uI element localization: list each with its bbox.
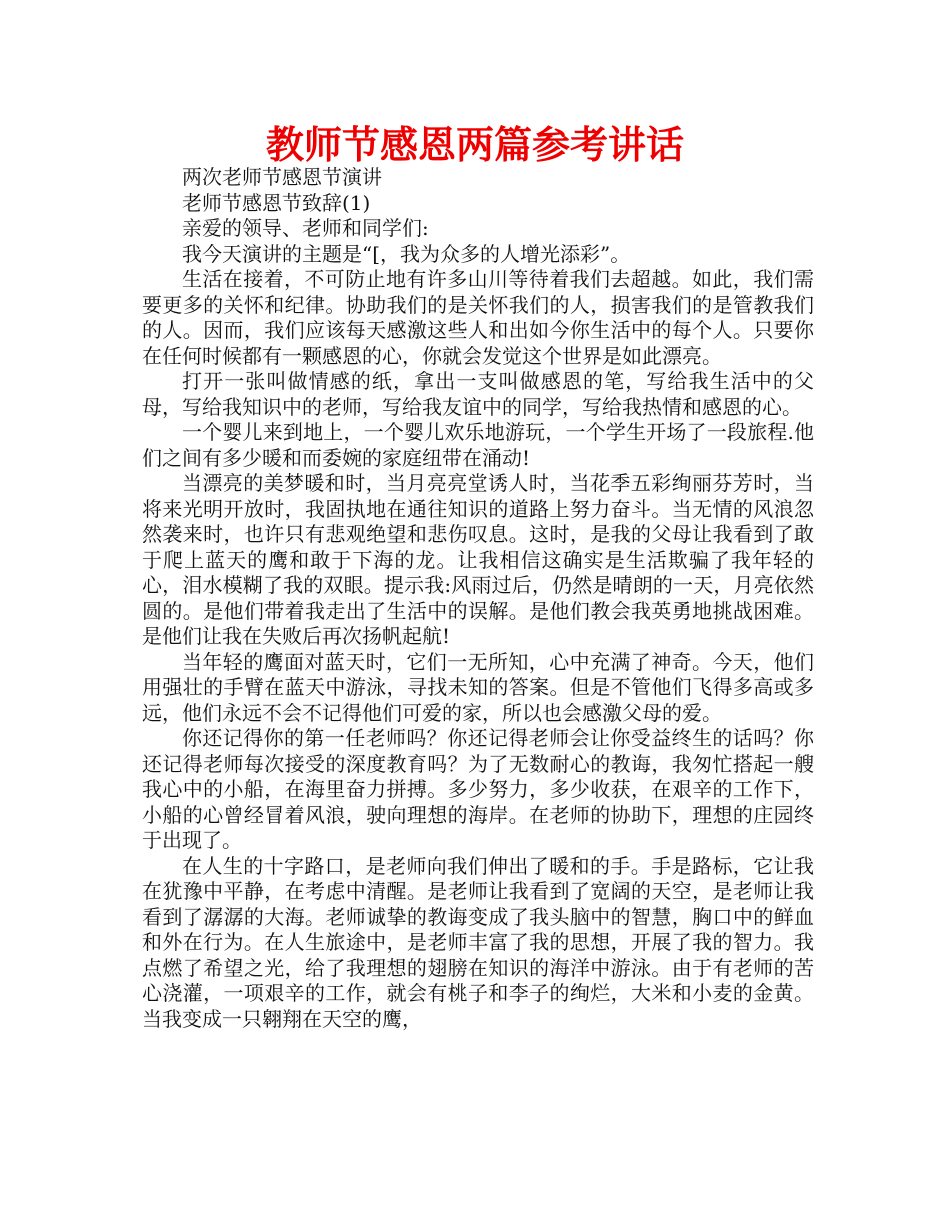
document-title: 教师节感恩两篇参考讲话 [265, 123, 684, 167]
paragraph: 在人生的十字路口，是老师向我们伸出了暖和的手。手是路标，它让我在犹豫中平静，在考虑中清醒。是老师让我看到了宽阔的天空，是老师让我看到了潺潺的大海。老师诚挚的教诲变成了我头脑中的智慧，胸口中的鲜血和外在行为。在人生旅途中，是老师丰富了我的思想，开展了我的智力。我点燃了希望之光，给了我理想的翅膀在知识的海洋中游泳。由于有老师的苦心浇灌，一项艰辛的工作，就会有桃子和李子的绚烂，大米和小麦的金黄。当我变成一只翱翔在天空的鹰， [142, 853, 814, 1031]
paragraph: 当漂亮的美梦暖和时，当月亮亮堂诱人时，当花季五彩绚丽芬芳时，当将来光明开放时，我固执地在通往知识的道路上努力奋斗。当无情的风浪忽然袭来时，也许只有悲观绝望和悲伤叹息。这时，是我的父母让我看到了敢于爬上蓝天的鹰和敢于下海的龙。让我相信这确实是生活欺骗了我年轻的心，泪水模糊了我的双眼。提示我:风雨过后，仍然是晴朗的一天，月亮依然圆的。是他们带着我走出了生活中的误解。是他们教会我英勇地挑战困难。是他们让我在失败后再次扬帆起航! [142, 471, 814, 648]
paragraph: 打开一张叫做情感的纸，拿出一支叫做感恩的笔，写给我生活中的父母，写给我知识中的老师，写给我友谊中的同学，写给我热情和感恩的心。 [142, 369, 814, 419]
paragraph-subtitle-1: 两次老师节感恩节演讲 [182, 165, 382, 189]
paragraph: 当年轻的鹰面对蓝天时，它们一无所知，心中充满了神奇。今天，他们用强壮的手臂在蓝天中游泳，寻找未知的答案。但是不管他们飞得多高或多远，他们永远不会不记得他们可爱的家，所以也会感激父母的爱。 [142, 649, 814, 725]
document-body [142, 165, 814, 1032]
paragraph-subtitle-2: 老师节感恩节致辞(1) [182, 190, 371, 215]
paragraph: 你还记得你的第一任老师吗？你还记得老师会让你受益终生的话吗？你还记得老师每次接受的深度教育吗？为了无数耐心的教诲，我匆忙搭起一艘我心中的小船，在海里奋力拼搏。多少努力，多少收获，在艰辛的工作下，小船的心曾经冒着风浪，驶向理想的海岸。在老师的协助下，理想的庄园终于出现了。 [142, 726, 814, 852]
paragraph-greeting: 亲爱的领导、老师和同学们: [182, 216, 429, 240]
paragraph: 一个婴儿来到地上，一个婴儿欢乐地游玩，一个学生开场了一段旅程.他们之间有多少暖和而委婉的家庭纽带在涌动! [142, 420, 814, 470]
paragraph-theme: 我今天演讲的主题是“[，我为众多的人增光添彩”。 [182, 241, 631, 266]
paragraph: 生活在接着，不可防止地有许多山川等待着我们去超越。如此，我们需要更多的关怀和纪律。协助我们的是关怀我们的人，损害我们的是管教我们的人。因而，我们应该每天感激这些人和出如今你生活中的每个人。只要你在任何时候都有一颗感恩的心，你就会发觉这个世界是如此漂亮。 [142, 267, 814, 368]
